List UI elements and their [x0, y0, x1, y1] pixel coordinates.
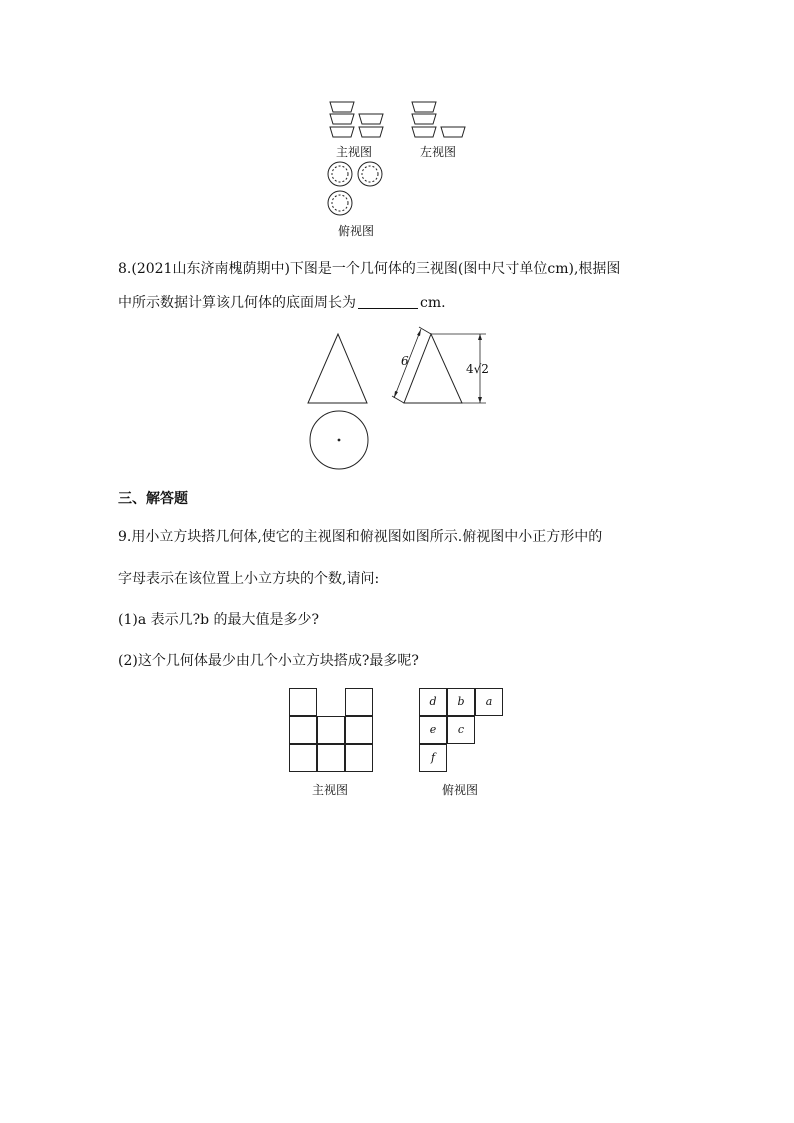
q8-answer-blank: [358, 294, 418, 309]
q8-line2-text: 中所示数据计算该几何体的底面周长为: [118, 295, 356, 311]
q9-sub-question-2: (2)这个几何体最少由几个小立方块搭成?最多呢?: [118, 653, 419, 669]
fig7-top-view-drawing: [326, 160, 386, 218]
q8-front-view-triangle: [306, 332, 370, 406]
grid-cell: [345, 716, 373, 744]
cell-letter-b: b: [457, 695, 465, 708]
grid-cell: [345, 744, 373, 772]
q9-front-view-label: 主视图: [312, 783, 349, 797]
q9-line2: 字母表示在该位置上小立方块的个数,请问:: [118, 571, 380, 587]
q9-front-view-grid: [289, 688, 375, 774]
grid-cell: [289, 716, 317, 744]
grid-cell: [289, 688, 317, 716]
q8-line2-unit: cm.: [420, 295, 446, 311]
cell-letter-e: e: [429, 723, 437, 736]
grid-cell: [317, 716, 345, 744]
fig7-front-label: 主视图: [336, 145, 373, 159]
grid-cell: [345, 688, 373, 716]
q8-line1: 8.(2021山东济南槐荫期中)下图是一个几何体的三视图(图中尺寸单位cm),根据图: [118, 261, 621, 277]
fig7-left-view-drawing: [410, 100, 470, 142]
q9-line1: 9.用小立方块搭几何体,使它的主视图和俯视图如图所示.俯视图中小正方形中的: [118, 529, 603, 545]
fig7-front-view-drawing: [328, 100, 388, 142]
q8-line2: [118, 292, 446, 312]
q9-sub-question-1: (1)a 表示几?b 的最大值是多少?: [118, 612, 320, 628]
q9-top-view-grid: [419, 688, 505, 774]
grid-cell: [289, 744, 317, 772]
q8-dim-height-label: 4√2: [466, 362, 489, 376]
cell-letter-a: a: [485, 695, 493, 708]
grid-cell: [317, 744, 345, 772]
fig7-top-label: 俯视图: [338, 224, 375, 238]
cell-letter-f: f: [430, 751, 436, 764]
q9-top-view-label: 俯视图: [442, 783, 479, 797]
section-title-answer-questions: 三、解答题: [118, 491, 188, 507]
q8-dim-slant-label: 6: [401, 354, 409, 368]
q8-top-view-circle: [308, 410, 370, 472]
cell-letter-d: d: [429, 695, 437, 708]
cell-letter-c: c: [457, 723, 465, 736]
fig7-left-label: 左视图: [420, 145, 457, 159]
